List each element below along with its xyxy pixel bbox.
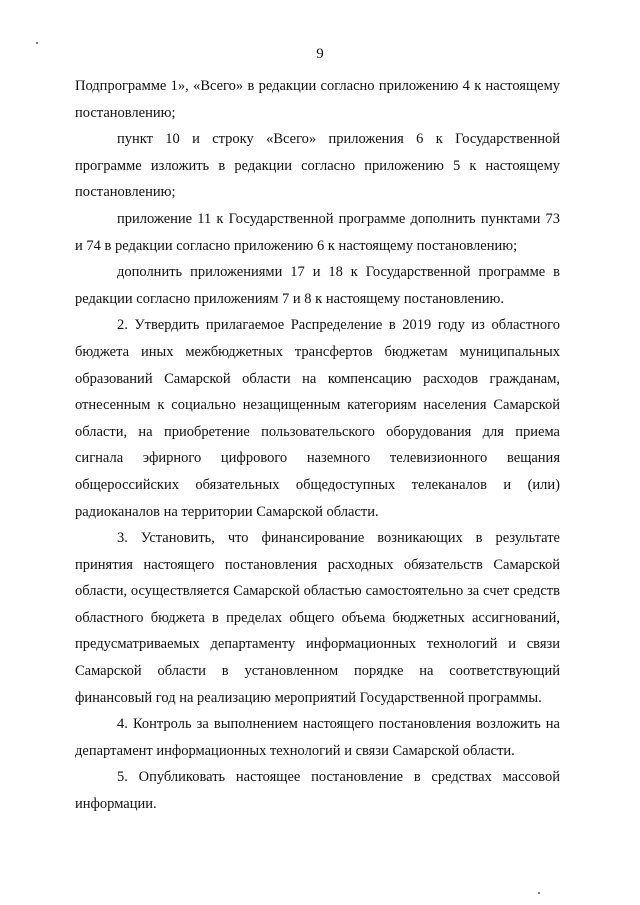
paragraph-clause-4: 4. Контроль за выполнением настоящего постановления возложить на департамент информационных технологий и связи Самарской области. <box>75 716 560 759</box>
paragraph-continuation: Подпрограмме 1», «Всего» в редакции согласно приложению 4 к настоящему постановлению; <box>75 78 560 121</box>
paragraph-item-10: пункт 10 и строку «Всего» приложения 6 к Государственной программе изложить в редакции согласно приложению 5 к настоящему постановлению; <box>75 131 560 201</box>
scan-speck-top-left <box>36 42 38 44</box>
paragraph-clause-5: 5. Опубликовать настоящее постановление в средствах массовой информации. <box>75 769 560 813</box>
paragraph-clause-2: 2. Утвердить прилагаемое Распределение в 2019 году из областного бюджета иных межбюджетных трансфертов бюджетам муниципальных образований Самарской области на компенсацию расходов гражданам, отнесенным к социально незащищенным категориям населения Самарской области, на приобретение пользовательского оборудования для приема сигнала эфирного цифрового наземного телевизионного вещания общероссийских обязательных общедоступных телеканалов и (или) радиоканалов на территории Самарской области. <box>75 317 560 520</box>
page-number: 9 <box>316 46 324 62</box>
paragraph-clause-3: 3. Установить, что финансирование возникающих в результате принятия настоящего постановления расходных обязательств Самарской области, осуществляется Самарской областью самостоятельно за счет средств областного бюджета в пределах общего объема бюджетных ассигнований, предусматриваемых департаменту информационных технологий и связи Самарской области в установленном порядке на соответствующий финансовый год на реализацию мероприятий Государственной программы. <box>75 530 560 706</box>
paragraph-appendix-11: приложение 11 к Государственной программе дополнить пунктами 73 и 74 в редакции согласно приложению 6 к настоящему постановлению; <box>75 210 560 254</box>
paragraph-appendix-17-18: дополнить приложениями 17 и 18 к Государственной программе в редакции согласно приложениям 7 и 8 к настоящему постановлению. <box>75 264 560 307</box>
scan-speck-bottom-right <box>538 892 540 894</box>
document-body <box>75 73 560 818</box>
